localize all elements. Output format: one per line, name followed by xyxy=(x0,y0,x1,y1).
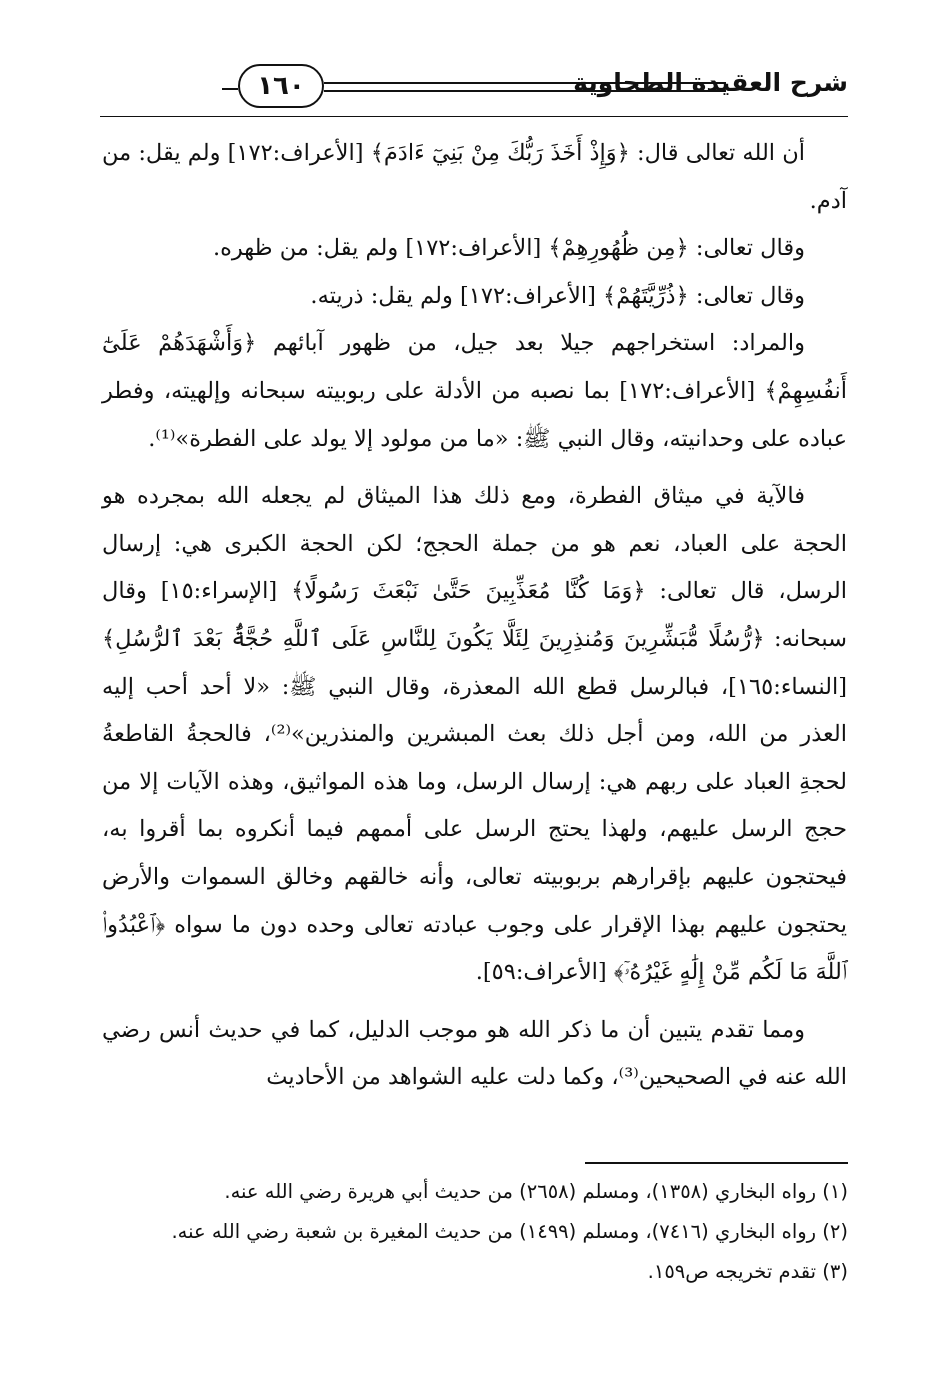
paragraph: أن الله تعالى قال: ﴿وَإِذْ أَخَذَ رَبُّكَ مِنْ بَنِيٓ ءَادَمَ﴾ [الأعراف:١٧٢] ولم يقل: من آدم. xyxy=(102,140,847,214)
page-number-frame xyxy=(238,64,324,108)
page-number: ١٦٠ xyxy=(238,64,324,108)
running-title: شرح العقيدة الطحاوية xyxy=(573,68,848,97)
paragraph: وقال تعالى: ﴿مِن ظُهُورِهِمْ﴾ [الأعراف:١٧٢] ولم يقل: من ظهره. xyxy=(212,235,805,262)
paragraph: وقال تعالى: ﴿ذُرِّيَّتَهُمْ﴾ [الأعراف:١٧٢] ولم يقل: ذريته. xyxy=(310,282,805,309)
header-rule-left xyxy=(222,88,238,90)
footnotes xyxy=(160,1172,848,1292)
footnote: (١) رواه البخاري (١٣٥٨)، ومسلم (٢٦٥٨) من حديث أبي هريرة رضي الله عنه. xyxy=(224,1180,848,1203)
paragraph: ومما تقدم يتبين أن ما ذكر الله هو موجب الدليل، كما في حديث أنس رضي الله عنه في الصحيحين⁽³⁾، وكما دلت عليه الشواهد من الأحاديث xyxy=(102,1016,847,1091)
header-underline xyxy=(100,116,848,117)
footnote: (٢) رواه البخاري (٧٤١٦)، ومسلم (١٤٩٩) من حديث المغيرة بن شعبة رضي الله عنه. xyxy=(171,1220,848,1243)
page-header xyxy=(100,62,848,126)
footnote: (٣) تقدم تخريجه ص١٥٩. xyxy=(647,1260,848,1283)
header-rule-right xyxy=(324,82,726,92)
main-text xyxy=(102,130,847,1102)
paragraph: فالآية في ميثاق الفطرة، ومع ذلك هذا الميثاق لم يجعله الله بمجرده هو الحجة على العباد، نعم هو من جملة الحجج؛ لكن الحجة الكبرى هي: إرسال الرسل، قال تعالى: ﴿وَمَا كُنَّا مُعَذِّبِينَ حَتَّىٰ نَبْعَثَ رَسُولًا﴾ [الإسراء:١٥] وقال سبحانه: ﴿رُّسُلًا مُّبَشِّرِينَ وَمُنذِرِينَ لِئَلَّا يَكُونَ لِلنَّاسِ عَلَى ٱللَّهِ حُجَّةٌۢ بَعْدَ ٱلرُّسُلِ﴾ [النساء:١٦٥]، فبالرسل قطع الله المعذرة، وقال النبي ﷺ: «لا أحد أحب إليه العذر من الله، ومن أجل ذلك بعث المبشرين والمنذرين»⁽²⁾، فالحجةُ القاطعةُ لحجةِ العباد على ربهم هي: إرسال الرسل، وما هذه المواثيق، وهذه الآيات إلا من حجج الرسل عليهم، ولهذا يحتج الرسل على أممهم فيما أنكروه بما أقروا به، فيحتجون عليهم بإقرارهم بربوبيته تعالى، وأنه خالقهم وخالق السموات والأرض يحتجون عليهم بهذا الإقرار على وجوب عبادته تعالى وحده دون ما سواه ﴿ٱعْبُدُوا۟ ٱللَّهَ مَا لَكُم مِّنْ إِلَٰهٍ غَيْرُهُۥٓ﴾ [الأعراف:٥٩]. xyxy=(102,483,847,986)
paragraph: والمراد: استخراجهم جيلا بعد جيل، من ظهور آبائهم ﴿وَأَشْهَدَهُمْ عَلَىٰٓ أَنفُسِهِمْ﴾ [الأعراف:١٧٢] بما نصبه من الأدلة على ربوبيته سبحانه وإلهيته، وفطر عباده على وحدانيته، وقال النبي ﷺ: «ما من مولود إلا يولد على الفطرة»⁽¹⁾. xyxy=(102,330,847,452)
footnote-separator xyxy=(585,1162,848,1164)
